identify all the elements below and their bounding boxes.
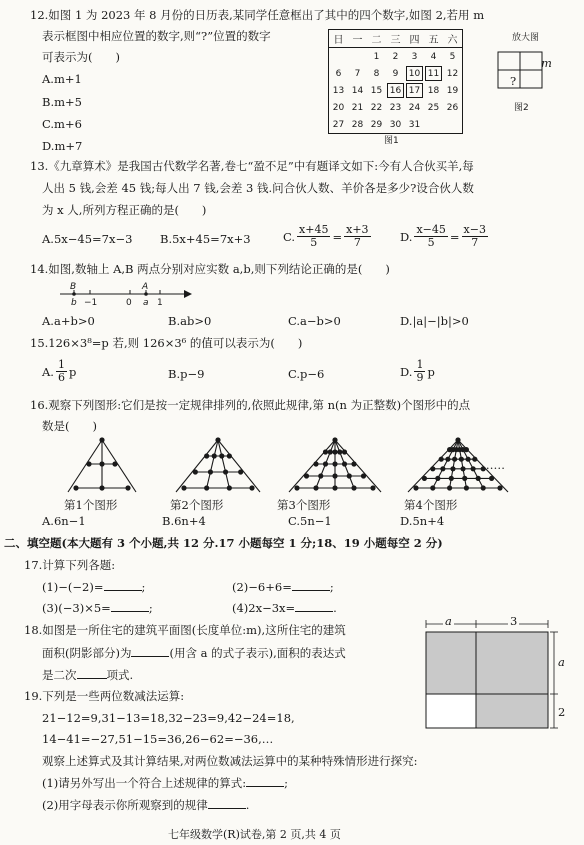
pattern-line: [68, 440, 102, 492]
zoom-cell-m: [520, 52, 542, 70]
pattern-dot: [125, 485, 130, 490]
q19-line6: [42, 798, 249, 812]
pattern-line: [335, 440, 381, 492]
q14-option-b: B.ab>0: [168, 314, 212, 328]
q19-line4: 观察上述算式及其计算结果,对两位数减法运算中的某种特殊情形进行探究:: [42, 754, 418, 768]
frac-denominator: 7: [353, 236, 361, 249]
q15-option-a-frac: [56, 359, 67, 384]
q17-line1: 17.计算下列各题:: [24, 558, 116, 572]
q13-line2: 人出 5 钱,会差 45 钱;每人出 7 钱,会差 3 钱.问合伙人数、羊价各是多少?设合伙人数: [42, 181, 474, 195]
q15-option-d-tail: p: [427, 364, 435, 379]
answer-blank[interactable]: [77, 668, 107, 679]
floor-plan-figure: [420, 618, 570, 736]
calendar-cell: 19: [446, 85, 459, 96]
axis-label-one: 1: [157, 298, 163, 308]
q17-part2: [232, 580, 334, 594]
calendar-figure: [328, 29, 463, 134]
calendar-cell: 12: [446, 68, 459, 79]
frac-numerator: 1: [57, 358, 65, 371]
calendar-header: 一: [348, 30, 367, 48]
number-line-arrow: [184, 290, 192, 298]
q16-option-b: B.6n+4: [162, 514, 206, 528]
frac-numerator: x−45: [416, 223, 446, 236]
pattern-dot: [238, 469, 243, 474]
calendar-cell: 30: [389, 119, 402, 130]
axis-label-A: A: [142, 282, 149, 292]
q13-option-b: B.5x+45=7x+3: [160, 232, 251, 246]
frac-numerator: x+45: [299, 223, 329, 236]
pattern-dot: [73, 485, 78, 490]
plan-label-two: 2: [558, 705, 566, 719]
q15-line1: 15.126×3⁸=p 若,则 126×3⁶ 的值可以表示为( ): [30, 336, 303, 350]
pattern-dot: [332, 437, 337, 442]
q15-option-c: C.p−6: [288, 367, 325, 381]
plan-label-a-side: a: [558, 655, 565, 669]
q16-option-d: D.5n+4: [400, 514, 445, 528]
frac-denominator: 6: [57, 371, 65, 384]
q13-option-c-frac1: [297, 224, 330, 249]
calendar-cell: [329, 48, 348, 66]
q12-option-c: C.m+6: [42, 117, 82, 131]
q12-line1: 12.如图 1 为 2023 年 8 月份的日历表,某同学任意框出了其中的四个数字,如图 2,若用 m: [30, 8, 485, 22]
calendar-cell: 22: [370, 102, 383, 113]
pattern-dot: [460, 466, 465, 471]
pattern-dot: [208, 469, 213, 474]
q18-line3: [42, 668, 133, 682]
q15-option-a-tail: p: [68, 364, 77, 379]
calendar-cell: [348, 48, 367, 66]
q18-line2-start: 面积(阴影部分)为: [42, 646, 132, 660]
calendar-cell-framed: 11: [424, 65, 443, 82]
page-footer: 七年级数学(R)试卷,第 2 页,共 4 页: [168, 828, 341, 841]
pattern-dot: [313, 461, 318, 466]
q13-option-c-frac2: [344, 224, 370, 249]
calendar-cell: 2: [392, 51, 399, 62]
calendar-cell: 6: [335, 68, 342, 79]
calendar-header: 五: [424, 30, 443, 48]
pattern-dot: [112, 461, 117, 466]
pattern-caption-2: 第2个图形: [170, 498, 224, 512]
pattern-dot: [430, 485, 435, 490]
q12-line2: 表示框图中相应位置的数字,则“?”位置的数字: [42, 29, 271, 43]
equals-sign: =: [449, 229, 460, 244]
pattern-dot: [204, 485, 209, 490]
pattern-dot: [99, 485, 104, 490]
pattern-figure-2: [176, 437, 260, 492]
pattern-dot: [447, 485, 452, 490]
pattern-line: [102, 440, 136, 492]
q15-option-d-label: D.: [400, 364, 413, 379]
pattern-dot: [462, 476, 467, 481]
calendar-cell: 27: [332, 119, 345, 130]
pattern-dot: [455, 437, 460, 442]
pattern-dot: [347, 473, 352, 478]
pattern-dot: [223, 469, 228, 474]
answer-blank[interactable]: [292, 580, 330, 591]
pattern-dot: [464, 485, 469, 490]
q16-line1: 16.观察下列图形:它们是按一定规律排列的,依照此规律,第 n(n 为正整数)个图形中的点: [30, 398, 471, 412]
pattern-dot: [323, 449, 328, 454]
frac-numerator: x+3: [346, 223, 369, 236]
pattern-dot: [440, 466, 445, 471]
q14-line1: 14.如图,数轴上 A,B 两点分别对应实数 a,b,则下列结论正确的是( ): [30, 262, 390, 276]
frac-numerator: 1: [416, 358, 424, 371]
calendar-cell: 20: [332, 102, 345, 113]
pattern-caption-1: 第1个图形: [64, 498, 118, 512]
point-a: [144, 292, 148, 296]
q12-option-a: A.m+1: [42, 72, 82, 86]
pattern-dot: [459, 457, 464, 462]
pattern-dot: [212, 453, 217, 458]
pattern-dot: [332, 485, 337, 490]
zoom-cell-br: [520, 70, 542, 88]
q15-option-b: B.p−9: [168, 367, 205, 381]
calendar-cell: 3: [411, 51, 418, 62]
q18-line2-end: (用含 a 的式子表示),面积的表达式: [169, 646, 346, 660]
pattern-caption-4: 第4个图形: [404, 498, 458, 512]
calendar-cell: 29: [370, 119, 383, 130]
q13-option-d: [400, 224, 490, 249]
q19-line1: 19.下列是一些两位数减法运算:: [24, 689, 185, 703]
pattern-dot: [86, 461, 91, 466]
pattern-dot: [471, 466, 476, 471]
q14-option-a: A.a+b>0: [42, 314, 95, 328]
pattern-dot: [439, 457, 444, 462]
pattern-dot: [99, 461, 104, 466]
calendar-header: 三: [386, 30, 405, 48]
axis-label-B: B: [70, 282, 77, 292]
axis-label-b: b: [71, 298, 77, 308]
pattern-dot: [227, 453, 232, 458]
zoom-cell-q: [498, 70, 520, 88]
pattern-dot: [489, 476, 494, 481]
zoom-diagram: [494, 48, 564, 98]
pattern-dot: [445, 457, 450, 462]
answer-blank[interactable]: [246, 776, 284, 787]
q13-option-d-label: D.: [400, 229, 413, 244]
pattern-dot: [294, 485, 299, 490]
pattern-dot: [481, 485, 486, 490]
calendar-cell: 25: [427, 102, 440, 113]
answer-blank[interactable]: [131, 646, 169, 657]
q15-option-d: [400, 359, 435, 384]
calendar-cell: 28: [351, 119, 364, 130]
q19-line3: 14−41=−27,51−15=36,26−62=−36,…: [42, 732, 274, 746]
pattern-dot: [472, 457, 477, 462]
calendar-header: 二: [367, 30, 386, 48]
q14-option-c: C.a−b>0: [288, 314, 341, 328]
q18-line3-start: 是二次: [42, 668, 77, 682]
calendar-cell: 14: [351, 85, 364, 96]
q12-line3: 可表示为( ): [42, 50, 120, 64]
q14-option-d: D.|a|−|b|>0: [400, 314, 469, 328]
pattern-dot: [323, 461, 328, 466]
pattern-dot: [342, 461, 347, 466]
pattern-dot: [215, 437, 220, 442]
pattern-dot: [422, 476, 427, 481]
answer-blank[interactable]: [111, 601, 149, 612]
q18-line3-end: 项式.: [106, 668, 134, 682]
figure2-caption: 图2: [514, 103, 529, 113]
separator: ;: [141, 580, 146, 594]
period: .: [333, 601, 337, 615]
q16-line2: 数是( ): [42, 419, 97, 433]
zoom-title: 放大图: [512, 33, 540, 43]
point-b: [72, 292, 76, 296]
calendar-cell: 1: [373, 51, 380, 62]
calendar-cell: 15: [370, 85, 383, 96]
pattern-dot: [332, 449, 337, 454]
q19-line5-end: ;: [284, 776, 289, 790]
q17-part2-text: (2)−6+6=: [232, 580, 292, 594]
pattern-line: [289, 440, 335, 492]
axis-label-zero: 0: [126, 298, 132, 308]
q17-part4-text: (4)2x−3x=: [232, 601, 296, 615]
pattern-dot: [413, 485, 418, 490]
q15-option-a: [42, 359, 76, 384]
equals-sign: =: [332, 229, 343, 244]
q19-line5-start: (1)请另外写出一个符合上述规律的算式:: [42, 776, 247, 790]
pattern-dot: [318, 473, 323, 478]
calendar-cell: 13: [332, 85, 345, 96]
calendar-cell: 18: [427, 85, 440, 96]
calendar-cell: 24: [408, 102, 421, 113]
pattern-dot: [464, 447, 469, 452]
pattern-dot: [351, 485, 356, 490]
q13-option-d-frac2: [462, 224, 488, 249]
pattern-dot: [465, 457, 470, 462]
pattern-dot: [332, 461, 337, 466]
pattern-dot: [450, 466, 455, 471]
pattern-dot: [227, 485, 232, 490]
axis-label-minus-one: −1: [84, 298, 98, 308]
q18-line1: 18.如图是一所住宅的建筑平面图(长度单位:m),这所住宅的建筑: [24, 623, 346, 637]
zoom-m-label: m: [541, 56, 552, 70]
q16-option-c: C.5n−1: [288, 514, 332, 528]
q19-line6-start: (2)用字母表示你所观察到的规律: [42, 798, 208, 812]
pattern-dot: [351, 461, 356, 466]
figure1-caption: 图1: [384, 136, 399, 146]
pattern-figure-3: [289, 437, 381, 492]
calendar-cell: [443, 116, 462, 133]
q13-option-c: [283, 224, 373, 249]
calendar-table: [329, 30, 462, 133]
pattern-dot: [328, 449, 333, 454]
q12-option-d: D.m+7: [42, 139, 83, 153]
pattern-caption-3: 第3个图形: [277, 498, 331, 512]
frac-denominator: 5: [310, 236, 318, 249]
q17-part3-text: (3)(−3)×5=: [42, 601, 111, 615]
section2-title: 二、填空题(本大题有 3 个小题,共 12 分.17 小题每空 1 分;18、19 小题每空 2 分): [4, 536, 443, 550]
pattern-dot: [497, 485, 502, 490]
answer-blank[interactable]: [208, 798, 246, 809]
q13-option-c-label: C.: [283, 229, 296, 244]
answer-blank[interactable]: [104, 580, 142, 591]
q13-option-a: A.5x−45=7x−3: [42, 232, 133, 246]
q17-part4: [232, 601, 337, 615]
calendar-cell: 9: [392, 68, 399, 79]
calendar-cell: 21: [351, 102, 364, 113]
calendar-cell: 8: [373, 68, 380, 79]
calendar-cell-framed: 17: [405, 82, 424, 99]
q16-option-a: A.6n−1: [42, 514, 86, 528]
plan-label-a-top: a: [445, 614, 452, 628]
pattern-dot: [449, 476, 454, 481]
pattern-dot: [99, 437, 104, 442]
calendar-header: 四: [405, 30, 424, 48]
pattern-dot: [370, 485, 375, 490]
pattern-dot: [304, 473, 309, 478]
pattern-figure-1: [68, 437, 136, 492]
q12-option-b: B.m+5: [42, 95, 82, 109]
pattern-figures: [40, 432, 540, 498]
q13-line3: 为 x 人,所列方程正确的是( ): [42, 203, 207, 217]
frac-denominator: 9: [416, 371, 424, 384]
q18-line2: [42, 646, 346, 660]
pattern-ellipsis: ……: [482, 458, 505, 472]
separator: ;: [148, 601, 153, 615]
q19-line5: [42, 776, 288, 790]
pattern-dot: [204, 453, 209, 458]
calendar-header: 日: [329, 30, 348, 48]
axis-label-a: a: [143, 298, 149, 308]
pattern-dot: [430, 466, 435, 471]
pattern-dot: [342, 449, 347, 454]
unshaded-room: [426, 694, 476, 728]
pattern-dot: [361, 473, 366, 478]
q15-option-d-frac: [414, 359, 425, 384]
calendar-header: 六: [443, 30, 462, 48]
q13-line1: 13.《九章算术》是我国古代数学名著,卷七“盈不足”中有题译文如下:今有人合伙买羊,每: [30, 159, 474, 173]
pattern-dot: [435, 476, 440, 481]
calendar-cell: 31: [408, 119, 421, 130]
calendar-cell: 23: [389, 102, 402, 113]
q19-line6-end: .: [245, 798, 250, 812]
pattern-dot: [337, 449, 342, 454]
calendar-cell-framed: 10: [405, 65, 424, 82]
pattern-dot: [181, 485, 186, 490]
pattern-dot: [193, 469, 198, 474]
q17-part3: [42, 601, 153, 615]
pattern-dot: [452, 457, 457, 462]
plan-label-three: 3: [510, 614, 518, 628]
frac-denominator: 5: [427, 236, 435, 249]
pattern-dot: [313, 485, 318, 490]
q19-line2: 21−12=9,31−13=18,32−23=9,42−24=18,: [42, 711, 295, 725]
pattern-dot: [249, 485, 254, 490]
q13-option-d-frac1: [414, 224, 447, 249]
zoom-cell-tl: [498, 52, 520, 70]
calendar-cell: 7: [354, 68, 361, 79]
zoom-q-label: ?: [510, 74, 517, 88]
q17-part1: [42, 580, 145, 594]
calendar-cell: [424, 116, 443, 133]
answer-blank[interactable]: [295, 601, 333, 612]
calendar-cell: 4: [430, 51, 437, 62]
pattern-dot: [476, 476, 481, 481]
q15-option-a-label: A.: [42, 364, 54, 379]
frac-numerator: x−3: [463, 223, 486, 236]
calendar-cell: 26: [446, 102, 459, 113]
calendar-cell: 5: [449, 51, 456, 62]
pattern-dot: [332, 473, 337, 478]
calendar-cell-framed: 16: [386, 82, 405, 99]
q17-part1-text: (1)−(−2)=: [42, 580, 104, 594]
pattern-dot: [219, 453, 224, 458]
frac-denominator: 7: [471, 236, 479, 249]
separator: ;: [329, 580, 334, 594]
